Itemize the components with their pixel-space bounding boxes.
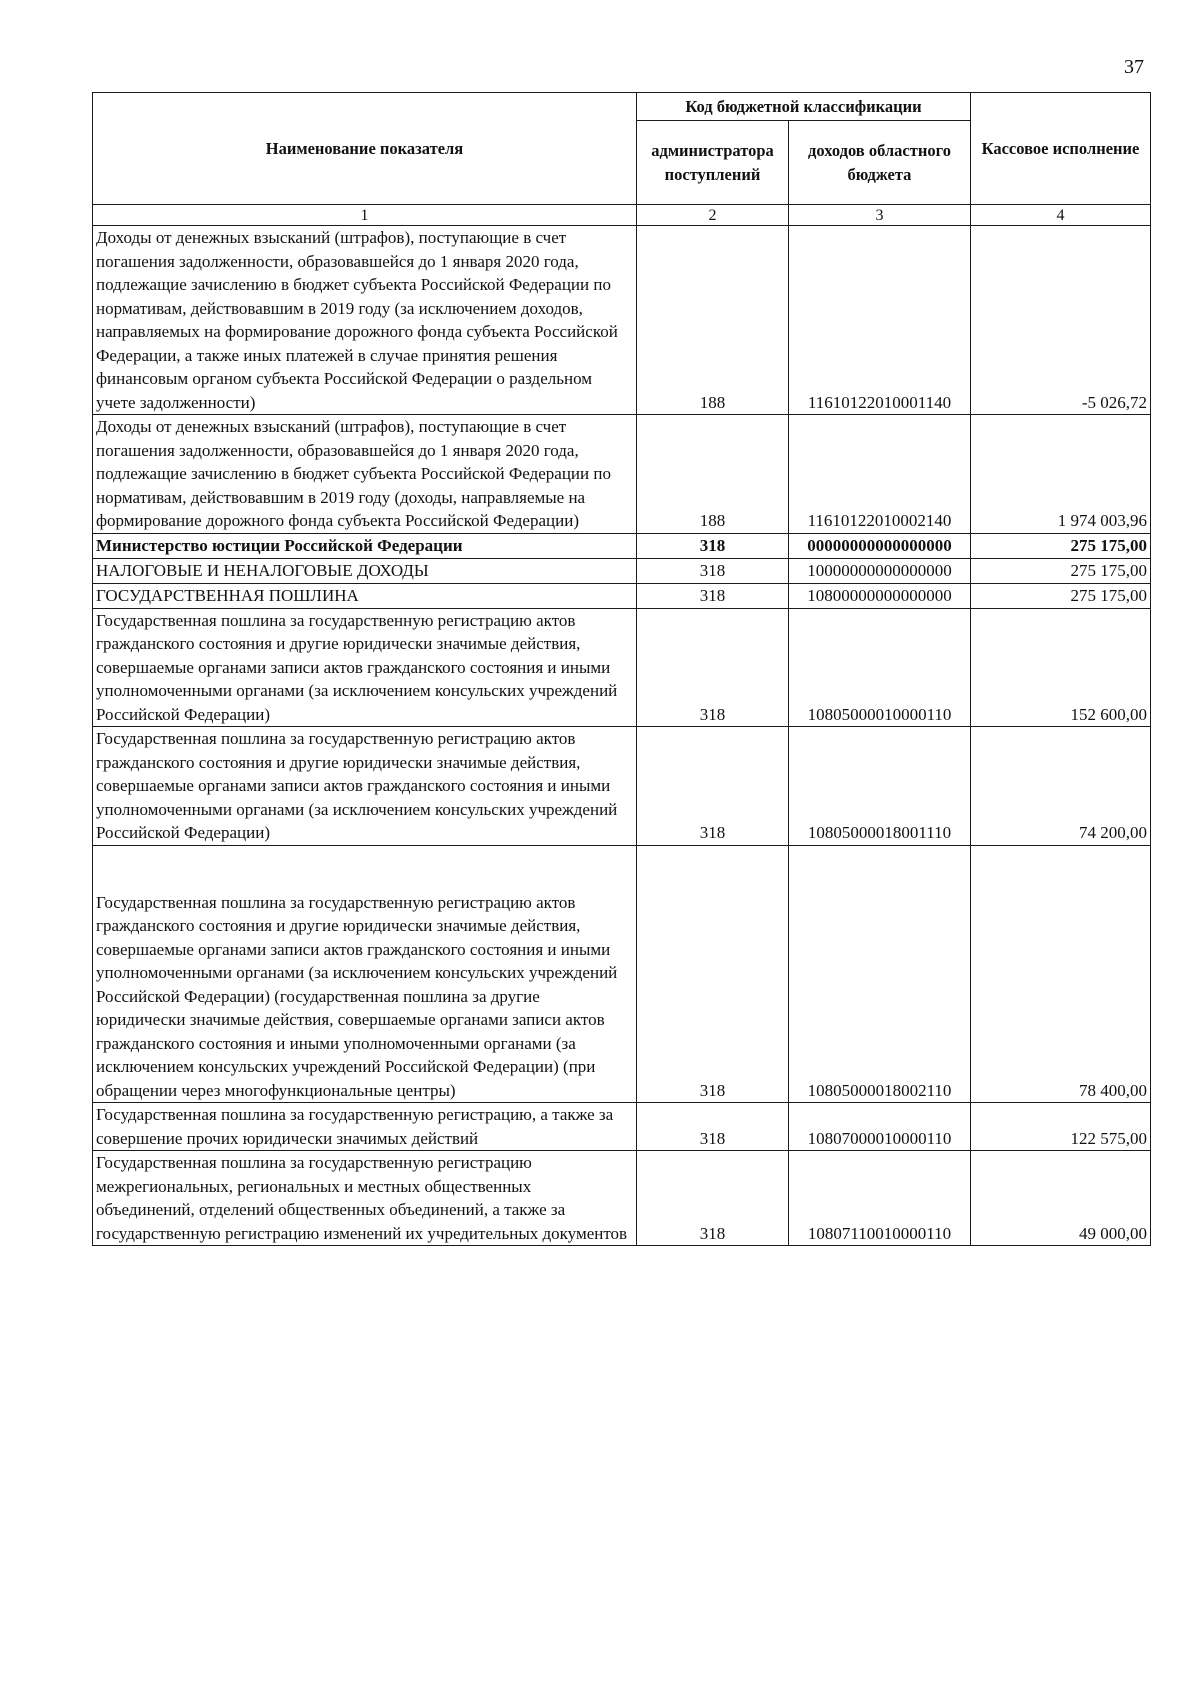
- row-income-code: 10805000018002110: [789, 845, 971, 1103]
- column-number: 3: [789, 205, 971, 226]
- row-name: Государственная пошлина за государственную регистрацию межрегиональных, региональных и местных общественных объединений, отделений общественных объединений, а также за государственную регистрацию изменений их учредительных документов: [93, 1151, 637, 1246]
- table-row: [93, 583, 1151, 608]
- row-admin-code: 318: [637, 608, 789, 727]
- table-header: [93, 93, 1151, 226]
- row-name: Доходы от денежных взысканий (штрафов), поступающие в счет погашения задолженности, образовавшейся до 1 января 2020 года, подлежащие зачислению в бюджет субъекта Российской Федерации по нормативам, действовавшим в 2019 году (за исключением доходов, направляемых на формирование дорожного фонда субъекта Российской Федерации, а также иных платежей в случае принятия решения финансовым органом субъекта Российской Федерации о раздельном учете задолженности): [93, 226, 637, 415]
- row-income-code: 10805000018001110: [789, 727, 971, 846]
- row-admin-code: 318: [637, 727, 789, 846]
- row-income-code: 10807000010000110: [789, 1103, 971, 1151]
- header-income-code: доходов областного бюджета: [789, 121, 971, 205]
- page-number: 37: [1124, 56, 1144, 78]
- row-income-code: 11610122010002140: [789, 415, 971, 534]
- header-indicator-name: Наименование показателя: [93, 93, 637, 205]
- column-numbers-row: [93, 205, 1151, 226]
- table-body: [93, 226, 1151, 1246]
- row-admin-code: 318: [637, 1151, 789, 1246]
- row-amount: 122 575,00: [971, 1103, 1151, 1151]
- row-amount: 49 000,00: [971, 1151, 1151, 1246]
- row-name: НАЛОГОВЫЕ И НЕНАЛОГОВЫЕ ДОХОДЫ: [93, 558, 637, 583]
- column-number: 2: [637, 205, 789, 226]
- row-amount: 275 175,00: [971, 558, 1151, 583]
- row-name: ГОСУДАРСТВЕННАЯ ПОШЛИНА: [93, 583, 637, 608]
- column-number: 1: [93, 205, 637, 226]
- row-amount: 152 600,00: [971, 608, 1151, 727]
- row-admin-code: 318: [637, 533, 789, 558]
- table-row: [93, 608, 1151, 727]
- row-name: Государственная пошлина за государственную регистрацию актов гражданского состояния и другие юридически значимые действия, совершаемые органами записи актов гражданского состояния и иными уполномоченными органами (за исключением консульских учреждений Российской Федерации) (государственная пошлина за другие юридически значимые действия, совершаемые органами записи актов гражданского состояния и иными уполномоченными органами (за исключением консульских учреждений Российской Федерации) (при обращении через многофункциональные центры): [93, 845, 637, 1103]
- header-cash-execution: Кассовое исполнение: [971, 93, 1151, 205]
- header-admin-code: администратора поступлений: [637, 121, 789, 205]
- table-row: [93, 533, 1151, 558]
- column-number: 4: [971, 205, 1151, 226]
- row-amount: 1 974 003,96: [971, 415, 1151, 534]
- table-row: [93, 727, 1151, 846]
- row-admin-code: 318: [637, 558, 789, 583]
- header-code-group: Код бюджетной классификации: [637, 93, 971, 121]
- row-income-code: 10805000010000110: [789, 608, 971, 727]
- row-admin-code: 318: [637, 845, 789, 1103]
- table-row: [93, 1151, 1151, 1246]
- row-admin-code: 318: [637, 1103, 789, 1151]
- row-admin-code: 188: [637, 226, 789, 415]
- row-amount: 74 200,00: [971, 727, 1151, 846]
- row-name: Доходы от денежных взысканий (штрафов), поступающие в счет погашения задолженности, образовавшейся до 1 января 2020 года, подлежащие зачислению в бюджет субъекта Российской Федерации по нормативам, действовавшим в 2019 году (доходы, направляемые на формирование дорожного фонда субъекта Российской Федерации): [93, 415, 637, 534]
- table-row: [93, 226, 1151, 415]
- row-income-code: 10800000000000000: [789, 583, 971, 608]
- table-row: [93, 558, 1151, 583]
- table-row: [93, 415, 1151, 534]
- table-row: [93, 1103, 1151, 1151]
- row-income-code: 00000000000000000: [789, 533, 971, 558]
- row-amount: 78 400,00: [971, 845, 1151, 1103]
- row-income-code: 10807110010000110: [789, 1151, 971, 1246]
- row-name: Государственная пошлина за государственную регистрацию актов гражданского состояния и другие юридически значимые действия, совершаемые органами записи актов гражданского состояния и иными уполномоченными органами (за исключением консульских учреждений Российской Федерации): [93, 608, 637, 727]
- row-amount: 275 175,00: [971, 533, 1151, 558]
- budget-execution-table: [92, 92, 1151, 1246]
- row-income-code: 11610122010001140: [789, 226, 971, 415]
- row-name: Государственная пошлина за государственную регистрацию актов гражданского состояния и другие юридически значимые действия, совершаемые органами записи актов гражданского состояния и иными уполномоченными органами (за исключением консульских учреждений Российской Федерации): [93, 727, 637, 846]
- row-amount: 275 175,00: [971, 583, 1151, 608]
- row-admin-code: 188: [637, 415, 789, 534]
- row-admin-code: 318: [637, 583, 789, 608]
- row-amount: -5 026,72: [971, 226, 1151, 415]
- table-row: [93, 845, 1151, 1103]
- row-name: Министерство юстиции Российской Федерации: [93, 533, 637, 558]
- row-income-code: 10000000000000000: [789, 558, 971, 583]
- row-name: Государственная пошлина за государственную регистрацию, а также за совершение прочих юридически значимых действий: [93, 1103, 637, 1151]
